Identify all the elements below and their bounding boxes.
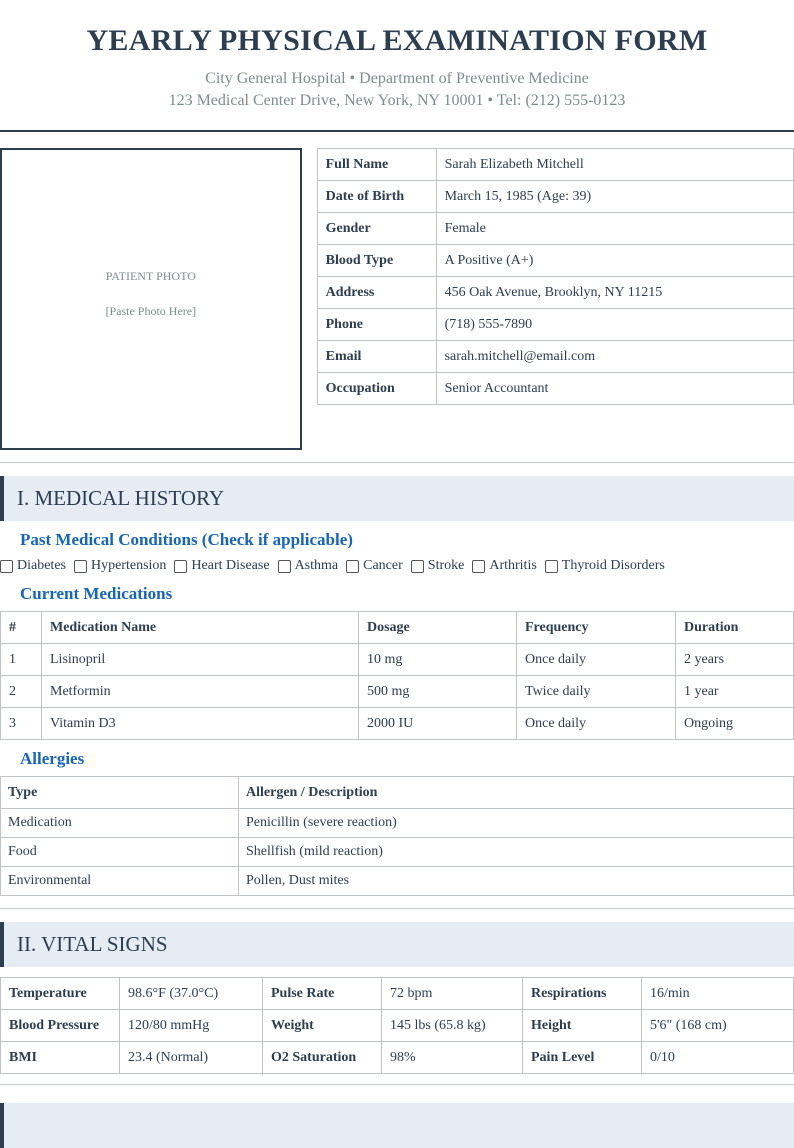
divider bbox=[0, 908, 794, 909]
table-header-row bbox=[1, 777, 794, 809]
vital-label: Respirations bbox=[523, 978, 642, 1010]
col-dosage: Dosage bbox=[359, 612, 517, 644]
cell[interactable]: Vitamin D3 bbox=[42, 708, 359, 740]
info-label: Occupation bbox=[317, 373, 436, 405]
vital-value[interactable]: 5'6" (168 cm) bbox=[642, 1010, 794, 1042]
info-label: Address bbox=[317, 277, 436, 309]
conditions-heading: Past Medical Conditions (Check if applicable) bbox=[20, 530, 353, 549]
vital-value[interactable]: 16/min bbox=[642, 978, 794, 1010]
info-value[interactable]: (718) 555-7890 bbox=[436, 309, 793, 341]
cell[interactable]: 500 mg bbox=[359, 676, 517, 708]
table-header-row bbox=[1, 612, 794, 644]
divider bbox=[0, 1084, 794, 1085]
section-vital-signs: II. VITAL SIGNS bbox=[0, 922, 794, 967]
cell[interactable]: Twice daily bbox=[517, 676, 676, 708]
photo-label: PATIENT PHOTO bbox=[105, 269, 196, 283]
checkbox[interactable] bbox=[74, 560, 87, 573]
vital-label: Weight bbox=[263, 1010, 382, 1042]
info-value[interactable]: Female bbox=[436, 213, 793, 245]
info-value[interactable]: sarah.mitchell@email.com bbox=[436, 341, 793, 373]
section-next bbox=[0, 1103, 794, 1148]
cell[interactable]: Penicillin (severe reaction) bbox=[239, 809, 794, 838]
table-row bbox=[317, 213, 793, 245]
info-value[interactable]: March 15, 1985 (Age: 39) bbox=[436, 181, 793, 213]
hospital-name: City General Hospital • Department of Preventive Medicine bbox=[205, 70, 589, 87]
info-value[interactable]: Senior Accountant bbox=[436, 373, 793, 405]
vital-label: BMI bbox=[1, 1042, 120, 1074]
vital-label: O2 Saturation bbox=[263, 1042, 382, 1074]
info-label: Full Name bbox=[317, 149, 436, 181]
cell[interactable]: Pollen, Dust mites bbox=[239, 867, 794, 896]
table-row bbox=[1, 1010, 794, 1042]
vital-label: Temperature bbox=[1, 978, 120, 1010]
patient-photo-box[interactable] bbox=[0, 148, 302, 450]
condition-heart-disease[interactable]: Heart Disease bbox=[174, 558, 269, 574]
table-row bbox=[1, 978, 794, 1010]
info-label: Blood Type bbox=[317, 245, 436, 277]
cell[interactable]: Metformin bbox=[42, 676, 359, 708]
checkbox[interactable] bbox=[278, 560, 291, 573]
table-row bbox=[317, 373, 793, 405]
table-row bbox=[1, 867, 794, 896]
table-row bbox=[317, 309, 793, 341]
info-value[interactable]: A Positive (A+) bbox=[436, 245, 793, 277]
cell[interactable]: Once daily bbox=[517, 644, 676, 676]
cell[interactable]: Shellfish (mild reaction) bbox=[239, 838, 794, 867]
vital-value[interactable]: 23.4 (Normal) bbox=[120, 1042, 263, 1074]
vital-label: Blood Pressure bbox=[1, 1010, 120, 1042]
cell[interactable]: 2 years bbox=[676, 644, 794, 676]
cell: 1 bbox=[1, 644, 42, 676]
table-row bbox=[317, 181, 793, 213]
condition-stroke[interactable]: Stroke bbox=[411, 558, 465, 574]
cell[interactable]: 10 mg bbox=[359, 644, 517, 676]
vital-label: Pulse Rate bbox=[263, 978, 382, 1010]
col-type: Type bbox=[1, 777, 239, 809]
table-row bbox=[317, 341, 793, 373]
table-row bbox=[1, 708, 794, 740]
checkbox[interactable] bbox=[411, 560, 424, 573]
info-value[interactable]: Sarah Elizabeth Mitchell bbox=[436, 149, 793, 181]
condition-hypertension[interactable]: Hypertension bbox=[74, 558, 166, 574]
patient-info bbox=[317, 148, 794, 450]
photo-placeholder: [Paste Photo Here] bbox=[105, 304, 197, 318]
medications-heading: Current Medications bbox=[20, 584, 173, 603]
table-row bbox=[317, 245, 793, 277]
allergies-heading: Allergies bbox=[20, 749, 85, 768]
info-label: Date of Birth bbox=[317, 181, 436, 213]
table-row bbox=[317, 277, 793, 309]
vital-signs-table bbox=[0, 977, 794, 1074]
vital-value[interactable]: 72 bpm bbox=[382, 978, 523, 1010]
table-row bbox=[1, 644, 794, 676]
cell[interactable]: Food bbox=[1, 838, 239, 867]
vital-value[interactable]: 145 lbs (65.8 kg) bbox=[382, 1010, 523, 1042]
info-label: Phone bbox=[317, 309, 436, 341]
vital-label: Height bbox=[523, 1010, 642, 1042]
cell[interactable]: Once daily bbox=[517, 708, 676, 740]
vital-value[interactable]: 98% bbox=[382, 1042, 523, 1074]
section-medical-history: I. MEDICAL HISTORY bbox=[0, 476, 794, 521]
condition-arthritis[interactable]: Arthritis bbox=[472, 558, 536, 574]
condition-cancer[interactable]: Cancer bbox=[346, 558, 403, 574]
cell[interactable]: Ongoing bbox=[676, 708, 794, 740]
hospital-address: 123 Medical Center Drive, New York, NY 10001 • Tel: (212) 555-0123 bbox=[168, 92, 626, 109]
vital-label: Pain Level bbox=[523, 1042, 642, 1074]
cell[interactable]: Medication bbox=[1, 809, 239, 838]
condition-diabetes[interactable]: Diabetes bbox=[0, 558, 66, 574]
cell[interactable]: Lisinopril bbox=[42, 644, 359, 676]
checkbox[interactable] bbox=[0, 560, 13, 573]
info-label: Email bbox=[317, 341, 436, 373]
table-row bbox=[1, 1042, 794, 1074]
cell: 2 bbox=[1, 676, 42, 708]
table-row bbox=[1, 676, 794, 708]
checkbox[interactable] bbox=[174, 560, 187, 573]
table-row bbox=[317, 149, 793, 181]
col-number: # bbox=[1, 612, 42, 644]
allergies-table bbox=[0, 776, 794, 896]
cell: 3 bbox=[1, 708, 42, 740]
conditions-checklist bbox=[0, 555, 794, 577]
table-row bbox=[1, 838, 794, 867]
info-value[interactable]: 456 Oak Avenue, Brooklyn, NY 11215 bbox=[436, 277, 793, 309]
cell[interactable]: 1 year bbox=[676, 676, 794, 708]
condition-asthma[interactable]: Asthma bbox=[278, 558, 339, 574]
cell[interactable]: Environmental bbox=[1, 867, 239, 896]
patient-info-table bbox=[317, 148, 794, 405]
vital-value[interactable]: 0/10 bbox=[642, 1042, 794, 1074]
col-medication-name: Medication Name bbox=[42, 612, 359, 644]
form-title: YEARLY PHYSICAL EXAMINATION FORM bbox=[86, 24, 708, 57]
checkbox[interactable] bbox=[472, 560, 485, 573]
col-allergen: Allergen / Description bbox=[239, 777, 794, 809]
vital-value[interactable]: 98.6°F (37.0°C) bbox=[120, 978, 263, 1010]
info-label: Gender bbox=[317, 213, 436, 245]
vital-value[interactable]: 120/80 mmHg bbox=[120, 1010, 263, 1042]
patient-section bbox=[0, 148, 794, 450]
col-duration: Duration bbox=[676, 612, 794, 644]
divider bbox=[0, 462, 794, 463]
condition-thyroid-disorders[interactable]: Thyroid Disorders bbox=[545, 558, 665, 574]
cell[interactable]: 2000 IU bbox=[359, 708, 517, 740]
medications-table bbox=[0, 611, 794, 740]
col-frequency: Frequency bbox=[517, 612, 676, 644]
checkbox[interactable] bbox=[346, 560, 359, 573]
table-row bbox=[1, 809, 794, 838]
checkbox[interactable] bbox=[545, 560, 558, 573]
form-header bbox=[0, 0, 794, 132]
